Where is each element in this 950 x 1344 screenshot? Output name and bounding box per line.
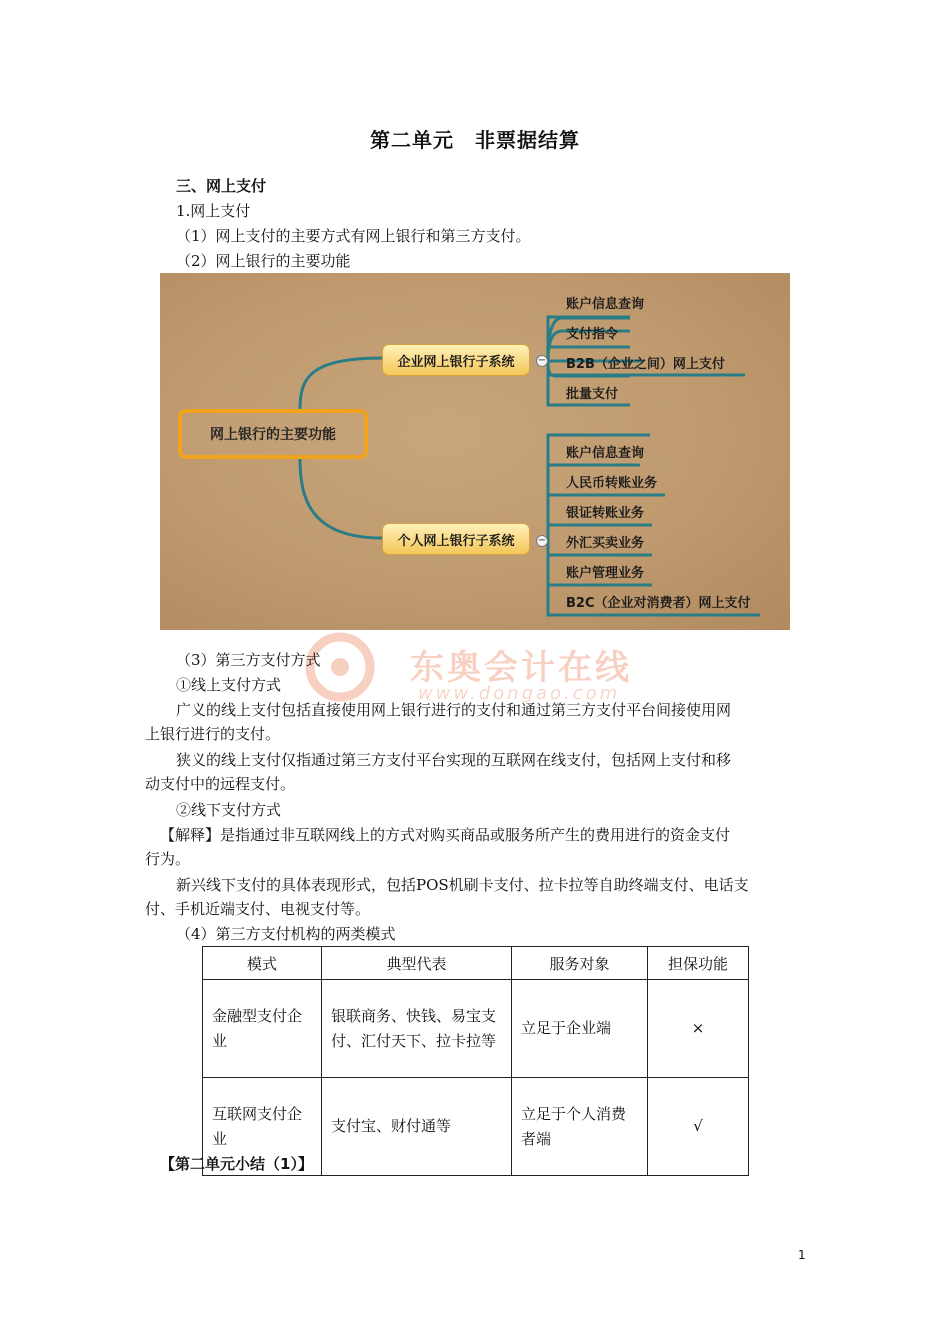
- column-header: 担保功能: [648, 947, 749, 980]
- mindmap-leaf: 外汇买卖业务: [566, 536, 645, 551]
- paragraph: 狭义的线上支付仅指通过第三方支付平台实现的互联网在线支付，包括网上支付和移: [176, 751, 732, 769]
- paragraph: 动支付中的远程支付。: [145, 775, 296, 793]
- paragraph: （2）网上银行的主要功能: [176, 252, 351, 270]
- mindmap-root-node: 网上银行的主要功能: [178, 409, 368, 459]
- mindmap-enterprise-node: 企业网上银行子系统: [382, 344, 530, 376]
- paragraph: 新兴线下支付的具体表现形式，包括POS机刷卡支付、拉卡拉等自助终端支付、电话支: [176, 876, 749, 894]
- table-cell: 立足于企业端: [512, 980, 648, 1078]
- mindmap-leaf: B2B（企业之间）网上支付: [566, 357, 725, 372]
- paragraph: （4）第三方支付机构的两类模式: [176, 925, 396, 943]
- table-header-row: [203, 947, 749, 980]
- mindmap-leaf: B2C（企业对消费者）网上支付: [566, 596, 751, 611]
- paragraph: （3）第三方支付方式: [176, 651, 321, 669]
- watermark-text: 东奥会计在线: [410, 648, 632, 688]
- collapse-toggle-icon[interactable]: −: [537, 535, 547, 546]
- collapse-toggle-icon[interactable]: −: [537, 355, 547, 366]
- summary-heading: 【第二单元小结（1）】: [160, 1155, 313, 1173]
- column-header: 服务对象: [512, 947, 648, 980]
- page-title: 第二单元 非票据结算: [370, 128, 580, 152]
- mindmap-leaf: 账户信息查询: [566, 446, 645, 461]
- paragraph: ①线上支付方式: [176, 676, 282, 694]
- table-row: [203, 980, 749, 1078]
- mindmap-leaf: 批量支付: [566, 387, 619, 402]
- table-cell: √: [648, 1078, 749, 1176]
- mindmap-leaf: 支付指令: [566, 327, 619, 342]
- table-cell: 银联商务、快钱、易宝支付、汇付天下、拉卡拉等: [322, 980, 512, 1078]
- paragraph: 行为。: [145, 850, 191, 868]
- mindmap-leaf: 账户管理业务: [566, 566, 645, 581]
- mindmap-leaf: 银证转账业务: [566, 506, 645, 521]
- page-number: 1: [798, 1248, 806, 1262]
- subsection-heading: 1.网上支付: [176, 202, 251, 220]
- mindmap-figure: [160, 273, 790, 630]
- table-cell: 支付宝、财付通等: [322, 1078, 512, 1176]
- payment-modes-table: [202, 946, 749, 1176]
- table-cell: 立足于个人消费者端: [512, 1078, 648, 1176]
- watermark-url: www.dongao.com: [418, 683, 621, 704]
- paragraph: 付、手机近端支付、电视支付等。: [145, 900, 371, 918]
- table-cell: 金融型支付企业: [203, 980, 322, 1078]
- mindmap-leaf: 账户信息查询: [566, 297, 645, 312]
- table-cell: ×: [648, 980, 749, 1078]
- mindmap-leaf: 人民币转账业务: [566, 476, 658, 491]
- table-cell: 互联网支付企业: [203, 1078, 322, 1176]
- paragraph: 广义的线上支付包括直接使用网上银行进行的支付和通过第三方支付平台间接使用网: [176, 701, 732, 719]
- paragraph: ②线下支付方式: [176, 801, 282, 819]
- paragraph: 上银行进行的支付。: [145, 725, 281, 743]
- paragraph: （1）网上支付的主要方式有网上银行和第三方支付。: [176, 227, 531, 245]
- section-heading: 三、网上支付: [176, 177, 267, 195]
- paragraph: 【解释】是指通过非互联网线上的方式对购买商品或服务所产生的费用进行的资金支付: [160, 826, 731, 844]
- column-header: 典型代表: [322, 947, 512, 980]
- mindmap-personal-node: 个人网上银行子系统: [382, 523, 530, 555]
- column-header: 模式: [203, 947, 322, 980]
